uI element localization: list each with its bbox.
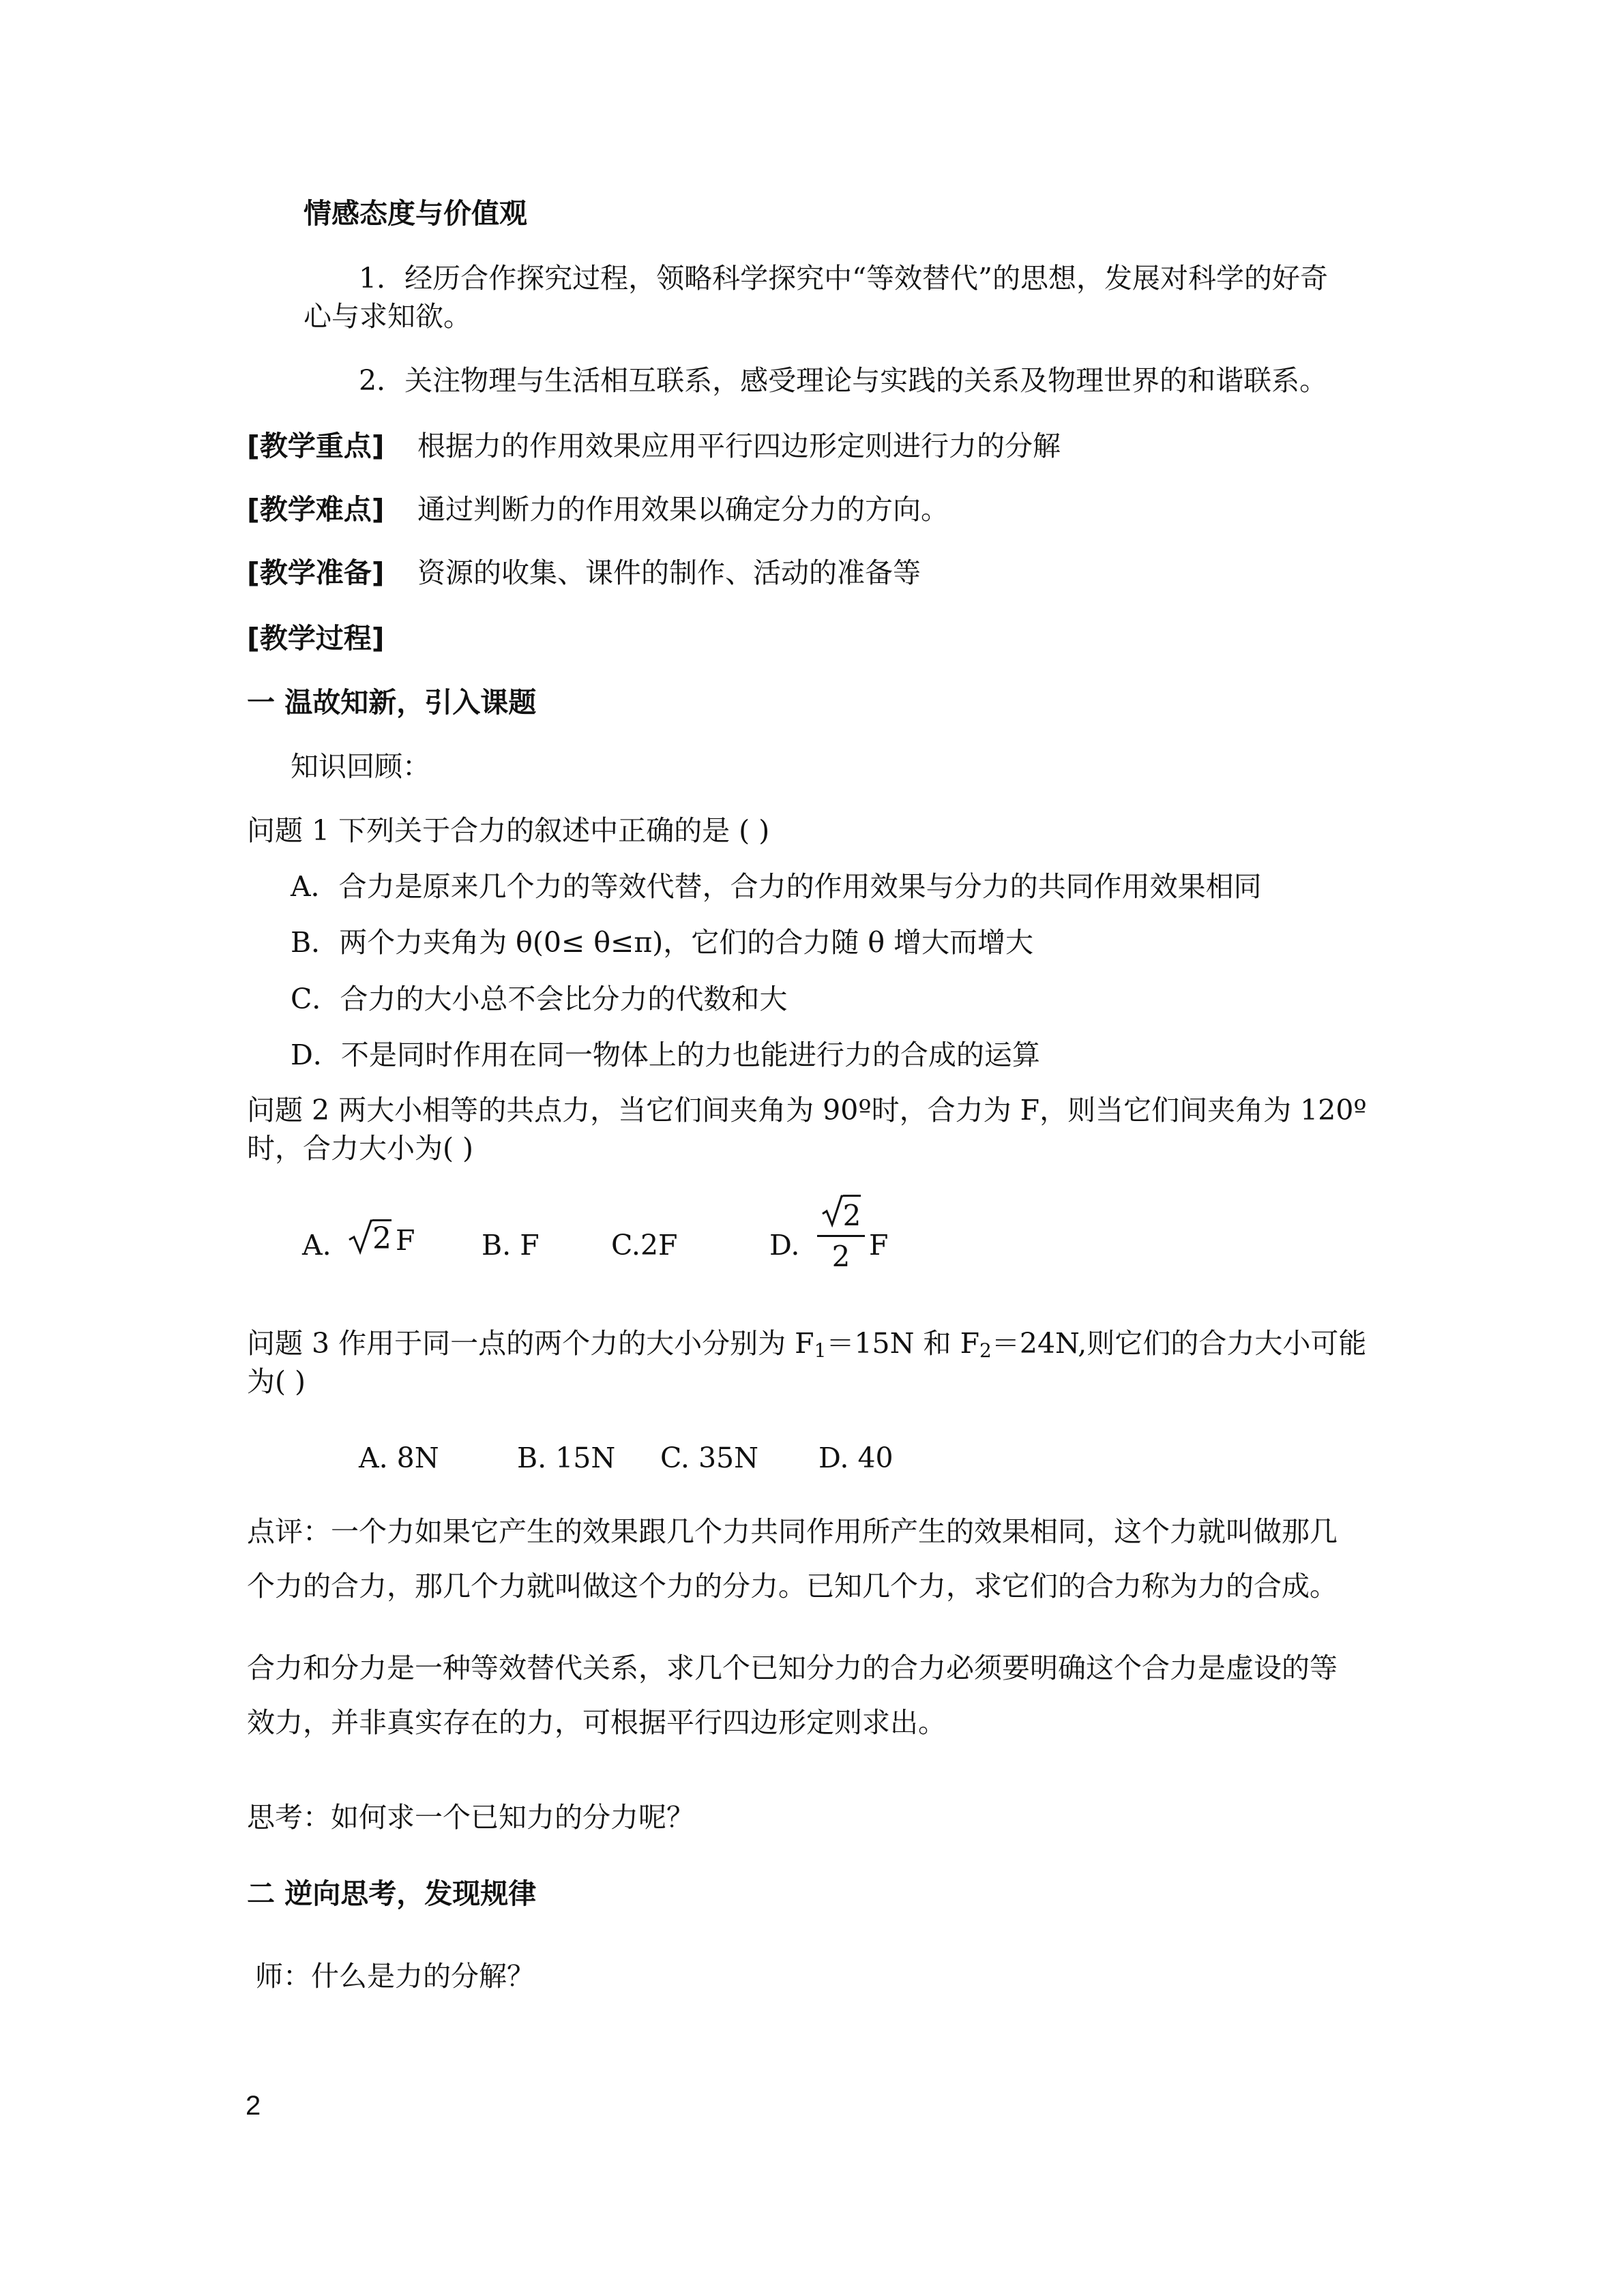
comment-line1: 点评：一个力如果它产生的效果跟几个力共同作用所产生的效果相同，这个力就叫做那几 <box>247 1515 1338 1548</box>
q3-option-d: D. 40 <box>818 1442 894 1474</box>
q3-sub1: 1 <box>814 1339 827 1362</box>
page-number: 2 <box>246 2091 261 2121</box>
q2-stem-line1: 问题 2 两大小相等的共点力，当它们间夹角为 90º时，合力为 F，则当它们间夹角为 120º <box>247 1094 1367 1127</box>
q2-stem-line2: 时，合力大小为( ) <box>247 1132 474 1165</box>
q3-stem-line1 <box>247 1327 1367 1362</box>
q3-option-a: A. 8N <box>359 1442 439 1474</box>
section2-title: 二 逆向思考，发现规律 <box>247 1877 537 1910</box>
affect-item-1-line1: 1．经历合作探究过程，领略科学探究中“等效替代”的思想，发展对科学的好奇 <box>359 262 1329 295</box>
q3-stem-part3: ＝24N,则它们的合力大小可能 <box>991 1327 1367 1360</box>
teacher-question: 师：什么是力的分解？ <box>255 1960 535 1993</box>
q2-option-b: B. F <box>482 1229 540 1262</box>
q2-option-a-label: A. <box>302 1229 331 1262</box>
q2-option-d-fraction <box>817 1195 865 1273</box>
para2-line2: 效力，并非真实存在的力，可根据平行四边形定则求出。 <box>247 1706 946 1739</box>
affect-item-2: 2．关注物理与生活相互联系，感受理论与实践的关系及物理世界的和谐联系。 <box>359 364 1328 397</box>
key-point-label: [教学重点] <box>247 430 385 462</box>
q1-stem: 问题 1 下列关于合力的叙述中正确的是 ( ) <box>247 814 770 847</box>
para2-line1: 合力和分力是一种等效替代关系，求几个已知分力的合力必须要明确这个合力是虚设的等 <box>247 1652 1338 1684</box>
q2-a-f: F <box>396 1223 415 1257</box>
q3-stem-part2: ＝15N 和 F <box>826 1327 980 1360</box>
q1-option-c: C．合力的大小总不会比分力的代数和大 <box>291 983 788 1015</box>
affect-item-1-line2: 心与求知欲。 <box>304 300 471 333</box>
q2-d-f: F <box>869 1229 889 1262</box>
q3-option-c: C. 35N <box>660 1442 759 1474</box>
comment-line2: 个力的合力，那几个力就叫做这个力的分力。已知几个力，求它们的合力称为力的合成。 <box>247 1570 1338 1602</box>
q2-option-d-label: D. <box>769 1229 800 1262</box>
review-label: 知识回顾： <box>291 750 430 783</box>
q3-sub2: 2 <box>979 1339 992 1362</box>
heading-affect: 情感态度与价值观 <box>304 197 527 230</box>
q2-option-c: C.2F <box>611 1229 678 1262</box>
q2-a-radicand: 2 <box>372 1219 392 1254</box>
q2-d-denominator: 2 <box>831 1240 851 1273</box>
q3-option-b: B. 15N <box>517 1442 616 1474</box>
difficulty-label: [教学难点] <box>247 493 385 526</box>
fraction-bar <box>817 1235 865 1237</box>
q2-option-a-value <box>348 1219 415 1255</box>
q3-stem-part1: 问题 3 作用于同一点的两个力的大小分别为 F <box>247 1327 814 1360</box>
q1-option-b: B．两个力夹角为 θ(0≤ θ≤π)，它们的合力随 θ 增大而增大 <box>291 926 1034 959</box>
think-question: 思考：如何求一个已知力的分力呢？ <box>247 1801 694 1834</box>
section1-title: 一 温故知新，引入课题 <box>247 686 537 719</box>
sqrt-icon <box>348 1219 392 1255</box>
preparation-text: 资源的收集、课件的制作、活动的准备等 <box>417 556 921 589</box>
q1-option-d: D．不是同时作用在同一物体上的力也能进行力的合成的运算 <box>291 1039 1040 1071</box>
q1-option-a: A．合力是原来几个力的等效代替，合力的作用效果与分力的共同作用效果相同 <box>291 870 1262 903</box>
key-point-text: 根据力的作用效果应用平行四边形定则进行力的分解 <box>417 430 1061 462</box>
q2-d-radicand: 2 <box>843 1195 861 1232</box>
q3-stem-line2: 为( ) <box>247 1365 306 1398</box>
sqrt-icon <box>821 1195 861 1232</box>
process-label: [教学过程] <box>247 622 385 655</box>
difficulty-text: 通过判断力的作用效果以确定分力的方向。 <box>417 493 949 526</box>
preparation-label: [教学准备] <box>247 556 385 589</box>
